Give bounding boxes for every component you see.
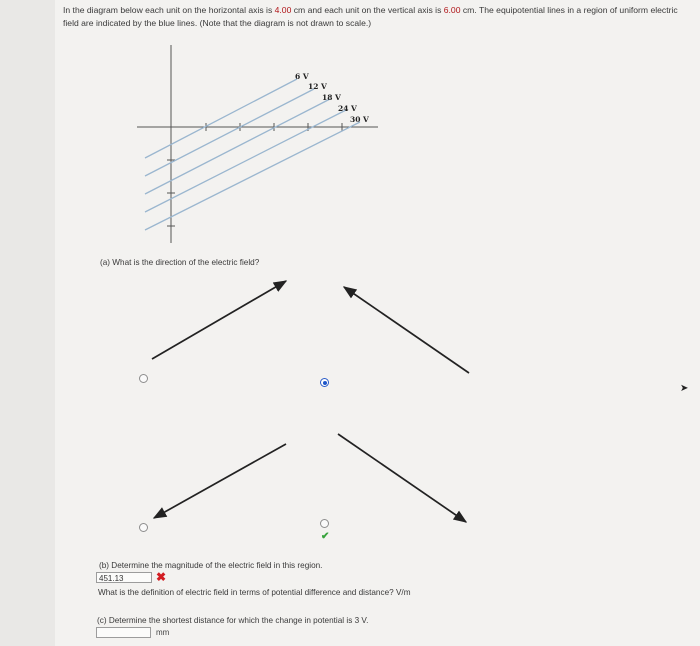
checkmark-icon: ✔: [321, 531, 330, 542]
unit-c: mm: [156, 628, 170, 637]
question-a: (a) What is the direction of the electric field?: [100, 258, 260, 267]
arrow-up-left-icon[interactable]: [344, 287, 469, 373]
label-6v: 6 V: [295, 72, 309, 81]
arrow-down-right-icon[interactable]: [338, 434, 466, 522]
label-12v: 12 V: [308, 82, 327, 91]
hint-b-text: What is the definition of electric field in terms of potential difference and distance?: [98, 588, 394, 597]
answer-input-c[interactable]: [96, 627, 151, 638]
radio-option-down-right[interactable]: [320, 519, 329, 528]
intro-text-3: cm. The equipotential lines in a region of uniform electric field are indicated by the blue lines. (Note that the diagram is not drawn to scale.): [63, 5, 678, 28]
radio-option-up-right[interactable]: [139, 374, 148, 383]
arrow-down-left-icon[interactable]: [154, 444, 286, 518]
label-18v: 18 V: [322, 93, 341, 102]
answer-input-b[interactable]: 451.13: [96, 572, 152, 583]
equipotential-diagram: [137, 45, 378, 243]
unit-b: V/m: [395, 588, 411, 597]
label-30v: 30 V: [350, 115, 369, 124]
equipotential-line-18v: [145, 99, 330, 194]
vertical-unit-value: 6.00: [443, 5, 461, 15]
radio-option-down-left[interactable]: [139, 523, 148, 532]
x-mark-icon: ✖: [156, 570, 167, 584]
mouse-cursor-icon: ➤: [680, 383, 689, 394]
radio-option-up-left[interactable]: [320, 378, 329, 387]
question-b: (b) Determine the magnitude of the electric field in this region.: [99, 561, 323, 570]
intro-text-1: In the diagram below each unit on the horizontal axis is: [63, 5, 275, 15]
hint-b: [98, 588, 411, 597]
horizontal-unit-value: 4.00: [274, 5, 292, 15]
intro-text-2: cm and each unit on the vertical axis is: [291, 5, 444, 15]
arrow-up-right-icon[interactable]: [152, 281, 286, 359]
label-24v: 24 V: [338, 104, 357, 113]
equipotential-line-12v: [145, 89, 314, 176]
question-c: (c) Determine the shortest distance for which the change in potential is 3 V.: [97, 616, 369, 625]
